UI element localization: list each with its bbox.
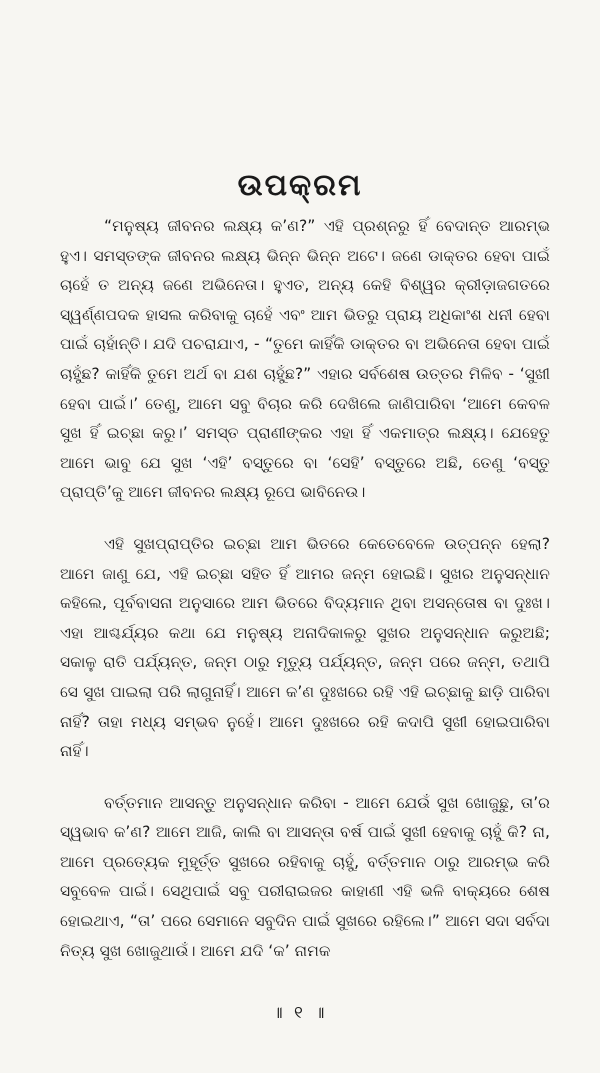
page-number: ॥ ୧ ॥	[272, 1003, 328, 1023]
paragraph-2: ଏହି ସୁଖପ୍ରାପ୍ତିର ଇଚ୍ଛା ଆମ ଭିତରେ କେତେବେଳେ ଉତ୍ପନ୍ନ ହେଲା? ଆମେ ଜାଣୁ ଯେ, ଏହି ଇଚ୍ଛା ସହିତ ହିଁ ଆମର ଜନ୍ମ ହୋଇଛି। ସୁଖର ଅନୁସନ୍ଧାନ କହିଲେ, ପୂର୍ବବାସନା ଅନୁସାରେ ଆମ ଭିତରେ ବିଦ୍ୟମାନ ଥିବା ଅସନ୍ତୋଷ ବା ଦୁଃଖ। ଏହା ଆଶ୍ଚର୍ଯ୍ୟର କଥା ଯେ ମନୁଷ୍ୟ ଅନାଦିକାଳରୁ ସୁଖର ଅନୁସନ୍ଧାନ କରୁଅଛି; ସକାଳୁ ରାତି ପର୍ଯ୍ୟନ୍ତ, ଜନ୍ମ ଠାରୁ ମୃତ୍ୟୁ ପର୍ଯ୍ୟନ୍ତ, ଜନ୍ମ ପରେ ଜନ୍ମ, ତଥାପି ସେ ସୁଖ ପାଇଲା ପରି ଲାଗୁନାହିଁ। ଆମେ କ’ଣ ଦୁଃଖରେ ରହି ଏହି ଇଚ୍ଛାକୁ ଛାଡ଼ି ପାରିବା ନାହିଁ? ତାହା ମଧ୍ୟ ସମ୍ଭବ ନୁହେଁ। ଆମେ ଦୁଃଖରେ ରହି କଦାପି ସୁଖୀ ହୋଇପାରିବା ନାହିଁ।	[60, 534, 550, 761]
paragraph-1: “ମନୁଷ୍ୟ ଜୀବନର ଲକ୍ଷ୍ୟ କ’ଣ?” ଏହି ପ୍ରଶ୍ନରୁ ହିଁ ବେଦାନ୍ତ ଆରମ୍ଭ ହୁଏ। ସମସ୍ତଙ୍କ ଜୀବନର ଲକ୍ଷ୍ୟ ଭିନ୍ନ ଭିନ୍ନ ଅଟେ। ଜଣେ ଡାକ୍ତର ହେବା ପାଇଁ ଚାହେଁ ତ ଅନ୍ୟ ଜଣେ ଅଭିନେତା। ହୁଏତ, ଅନ୍ୟ କେହି ବିଶ୍ୱର କ୍ରୀଡ଼ାଜଗତରେ ସ୍ୱର୍ଣ୍ଣପଦକ ହାସଲ କରିବାକୁ ଚାହେଁ ଏବଂ ଆମ ଭିତରୁ ପ୍ରାୟ ଅଧିକାଂଶ ଧନୀ ହେବା ପାଇଁ ଚାହାଁନ୍ତି। ଯଦି ପଚରାଯାଏ, - “ତୁମେ କାହିଁକି ଡାକ୍ତର ବା ଅଭିନେତା ହେବା ପାଇଁ ଚାହୁଁଛ? କାହିଁକି ତୁମେ ଅର୍ଥ ବା ଯଶ ଚାହୁଁଛ?” ଏହାର ସର୍ବଶେଷ ଉତ୍ତର ମିଳିବ - ‘ସୁଖୀ ହେବା ପାଇଁ।’ ତେଣୁ, ଆମେ ସବୁ ବିଚାର କରି ଦେଖିଲେ ଜାଣିପାରିବା ‘ଆମେ କେବଳ ସୁଖ ହିଁ ଇଚ୍ଛା କରୁ।’ ସମସ୍ତ ପ୍ରାଣୀଙ୍କର ଏହା ହିଁ ଏକମାତ୍ର ଲକ୍ଷ୍ୟ। ଯେହେତୁ ଆମେ ଭାବୁ ଯେ ସୁଖ ‘ଏହି’ ବସ୍ତୁରେ ବା ‘ସେହି’ ବସ୍ତୁରେ ଅଛି, ତେଣୁ ‘ବସ୍ତୁ ପ୍ରାପ୍ତି’କୁ ଆମେ ଜୀବନର ଲକ୍ଷ୍ୟ ରୂପେ ଭାବିନେଉ।	[60, 217, 550, 502]
chapter-body	[60, 212, 550, 966]
chapter-title: ଉପକ୍ରମ	[237, 168, 363, 203]
paragraph-3: ବର୍ତ୍ତମାନ ଆସନ୍ତୁ ଅନୁସନ୍ଧାନ କରିବା - ଆମେ ଯେଉଁ ସୁଖ ଖୋଜୁଛୁ, ତା’ର ସ୍ୱଭାବ କ’ଣ? ଆମେ ଆଜି, କାଲି ବା ଆସନ୍ତା ବର୍ଷ ପାଇଁ ସୁଖୀ ହେବାକୁ ଚାହୁଁ କି? ନା, ଆମେ ପ୍ରତ୍ୟେକ ମୁହୂର୍ତ୍ତ ସୁଖରେ ରହିବାକୁ ଚାହୁଁ, ବର୍ତ୍ତମାନ ଠାରୁ ଆରମ୍ଭ କରି ସବୁବେଳ ପାଇଁ। ସେଥିପାଇଁ ସବୁ ପରୀରାଇଜର କାହାଣୀ ଏହି ଭଳି ବାକ୍ୟରେ ଶେଷ ହୋଇଥାଏ, “ତା’ ପରେ ସେମାନେ ସବୁଦିନ ପାଇଁ ସୁଖରେ ରହିଲେ।” ଆମେ ସଦା ସର୍ବଦା ନିତ୍ୟ ସୁଖ ଖୋଜୁଥାଉଁ। ଆମେ ଯଦି ‘କ’ ନାମକ	[60, 793, 550, 960]
